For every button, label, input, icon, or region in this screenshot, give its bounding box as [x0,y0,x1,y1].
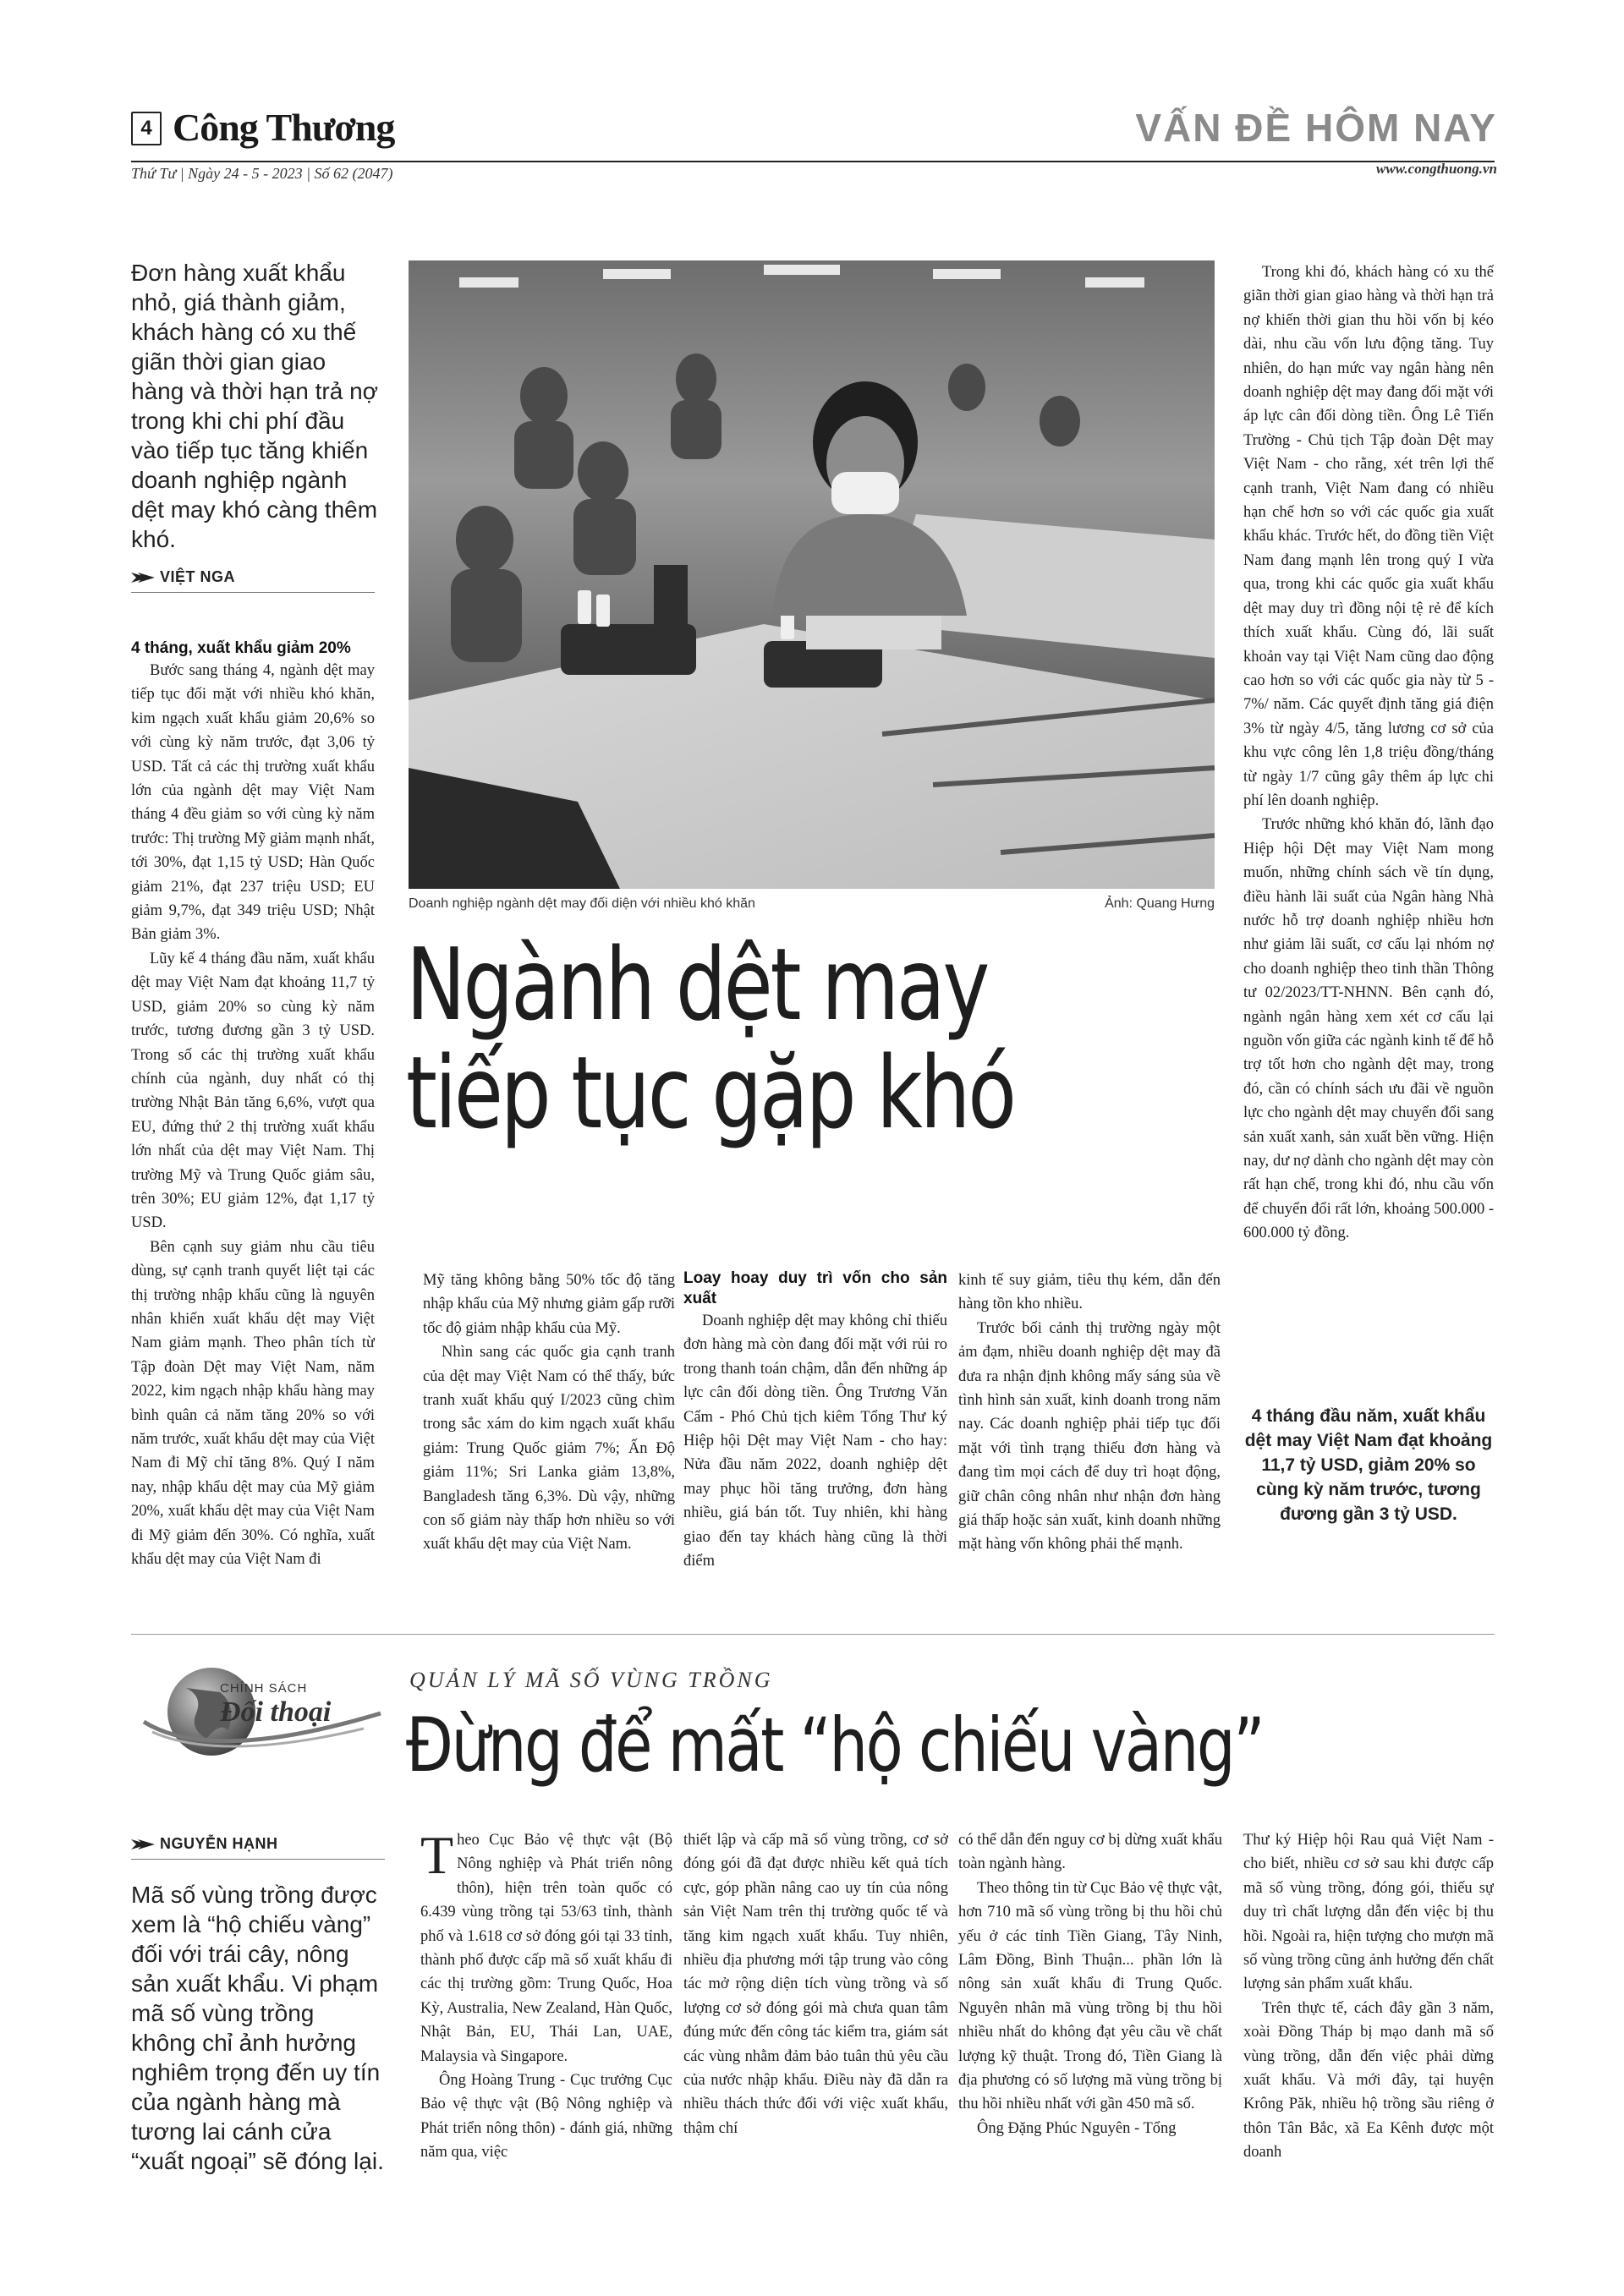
publication-name: Công Thương [173,106,395,149]
article2-lead: Mã số vùng trồng được xem là “hộ chiếu vàng” đối với trái cây, nông sản xuất khẩu. Vi phạm mã số vùng trồng không chỉ ảnh hưởng nghiêm trọng đến uy tín của ngành hàng mà tương lai cánh cửa “xuất ngoại” sẽ đóng lại. [131,1882,384,2174]
headline-line-1: Ngành dệt may [406,926,988,1043]
byline-name: NGUYỄN HẠNH [160,1835,278,1852]
paragraph: Thư ký Hiệp hội Rau quả Việt Nam - cho biết, nhiều cơ sở sau khi được cấp mã số vùng trồng, đóng gói, thiếu sự duy trì chất lượng dẫn đến việc bị thu hồi. Ngoài ra, hiện tượng cho mượn mã số vùng trồng cũng ảnh hưởng đến chất lượng sản phẩm xuất khẩu. [1243,1832,1494,1993]
paragraph: thiết lập và cấp mã số vùng trồng, cơ sở đóng gói đã đạt được nhiều kết quả tích cực, góp phần nâng cao uy tín của nông sản Việt Nam trên thị trường quốc tế và tăng kim ngạch xuất khẩu. Tuy nhiên, nhiều địa phương mới tập trung vào công tác mở rộng diện tích vùng trồng và số lượng cơ sở đóng gói mà chưa quan tâm đúng mức đến công tác kiểm tra, giám sát các vùng nhằm đảm bảo tuân thủ yêu cầu của nước nhập khẩu. Điều này đã dẫn ra nhiều thách thức đối với việc xuất khẩu, thậm chí [683,1832,948,2137]
dateline: Thứ Tư | Ngày 24 - 5 - 2023 | Số 62 (2047) [131,165,393,182]
article2-column-4 [1243,1828,1494,2251]
article1-column-2 [423,1269,675,1611]
paragraph: Bên cạnh suy giảm nhu cầu tiêu dùng, sự cạnh tranh quyết liệt tại các thị trường nhập khẩu cũng là nguyên nhân khiến xuất khẩu dệt may Việt Nam giảm mạnh. Theo phân tích từ Tập đoàn Dệt may Việt Nam, năm 2022, kim ngạch nhập khẩu hàng may bình quân cả năm tăng 20% so với năm trước, xuất khẩu dệt may của Việt Nam đi Mỹ chỉ tăng 8%. Quý I năm nay, nhập khẩu dệt may của Mỹ giảm 20%, xuất khẩu dệt may của Việt Nam đi Mỹ giảm đến 30%. Có nghĩa, xuất khẩu dệt may của Việt Nam đi [131,1238,375,1569]
paragraph-text: heo Cục Bảo vệ thực vật (Bộ Nông nghiệp và Phát triển nông thôn), hiện trên toàn quốc có 6.439 vùng trồng tại 53/63 tỉnh, thành phố và 1.618 cơ sở đóng gói tại 33 tỉnh, thành phố được cấp mã số xuất khẩu đi các thị trường gồm: Trung Quốc, Hoa Kỳ, Australia, New Zealand, Hàn Quốc, Nhật Bản, EU, Thái Lan, UAE, Malaysia và Singapore. [420,1832,672,2065]
garment-factory-photo [409,260,1215,889]
section-title: VẤN ĐỀ HÔM NAY [1135,106,1497,150]
article2-kicker: QUẢN LÝ MÃ SỐ VÙNG TRỒNG [409,1668,773,1692]
paragraph: Trước những khó khăn đó, lãnh đạo Hiệp hội Dệt may Việt Nam mong muốn, những chính sách về tín dụng, điều hành lãi suất của Ngân hàng Nhà nước hỗ trợ doanh nghiệp nhiều hơn như giảm lãi suất, cơ cấu lại nhóm nợ cho doanh nghiệp theo tinh thần Thông tư 02/2023/TT-NHNN. Bên cạnh đó, ngành ngân hàng xem xét cơ cấu lại nguồn vốn giữa các ngành kinh tế để hỗ trợ tốt hơn cho ngành dệt may, trong đó, cần có chính sách ưu đãi về nguồn lực cho ngành dệt may chuyển đổi sang sản xuất xanh, sản xuất bền vững. Hiện nay, dư nợ dành cho ngành dệt may còn rất hạn chế, trong khi đó, nhu cầu vốn để chuyển đổi rất lớn, khoảng 500.000 - 600.000 tỷ đồng. [1243,816,1494,1242]
article1-column-5 [1243,260,1494,1381]
byline-rule [131,1859,385,1860]
article1-byline [131,568,235,586]
article1-column-4 [958,1269,1221,1611]
logo-bottom-text: Đối thoại [220,1696,332,1728]
paragraph: Trên thực tế, cách đây gần 3 năm, xoài Đồng Tháp bị mạo danh mã số vùng trồng, dẫn đến việc phải dừng xuất khẩu. Và mới đây, tại huyện Krông Păk, nhiều hộ trồng sầu riêng ở thôn Tân Bắc, xã Ea Kênh được một doanh [1243,1999,1494,2162]
article2-column-1 [420,1828,672,2251]
paragraph: Ông Hoàng Trung - Cục trưởng Cục Bảo vệ thực vật (Bộ Nông nghiệp và Phát triển nông thôn) - đánh giá, những năm qua, việc [420,2072,672,2162]
paragraph: Nhìn sang các quốc gia cạnh tranh của dệt may Việt Nam có thể thấy, bức tranh xuất khẩu quý I/2023 cũng chìm trong sắc xám do kim ngạch xuất khẩu giảm: Trung Quốc giảm 7%; Ấn Độ giảm 11%; Sri Lanka giảm 13,8%, Bangladesh tăng 6,3%. Dù vậy, những con số giảm này thấp hơn nhiều so với xuất khẩu dệt may của Việt Nam. [423,1344,675,1553]
article-divider [131,1634,1495,1635]
headline-line-2: tiếp tục gặp khó [406,1034,1014,1151]
paragraph: Bước sang tháng 4, ngành dệt may tiếp tục đối mặt với nhiều khó khăn, kim ngạch xuất khẩu giảm 20,6% so với cùng kỳ năm trước, đạt 3,06 tỷ USD. Tất cả các thị trường xuất khẩu lớn của ngành dệt may Việt Nam tháng 4 đều giảm so với cùng kỳ năm trước: Thị trường Mỹ giảm mạnh nhất, tới 30%, đạt 1,15 tỷ USD; Hàn Quốc giảm 21%, đạt 237 triệu USD; EU giảm 9,7%, đạt 349 triệu USD; Nhật Bản giảm 3%. [131,662,375,944]
paragraph: Lũy kế 4 tháng đầu năm, xuất khẩu dệt may Việt Nam đạt khoảng 11,7 tỷ USD, giảm 20% so cùng kỳ năm trước, tương đương gần 3 tỷ USD. Trong số các thị trường xuất khẩu chính của ngành, duy nhất có thị trường Nhật Bản tăng 6,6%, vượt qua EU, đứng thứ 2 thị trường xuất khẩu lớn nhất của dệt may Việt Nam. Thị trường Mỹ và Trung Quốc giảm sâu, trên 30%; EU giảm 12%, đạt 1,17 tỷ USD. [131,950,375,1232]
subhead: Loay hoay duy trì vốn cho sản xuất [683,1269,947,1307]
chinh-sach-doi-thoai-logo [135,1663,389,1764]
byline-arrow-icon [131,1838,155,1850]
page-number: 4 [131,112,162,145]
photo-caption: Doanh nghiệp ngành dệt may đối diện với nhiều khó khăn [409,896,755,911]
header-rule [131,161,1495,162]
paragraph [420,1828,672,2069]
paragraph: Trước bối cảnh thị trường ngày một ảm đạm, nhiều doanh nghiệp dệt may đã đưa ra nhận định không mấy sáng sủa về tình hình sản xuất, kinh doanh trong năm nay. Các doanh nghiệp phải tiếp tục đối mặt với tình trạng thiếu đơn hàng và đang tìm mọi cách để duy trì hoạt động, giữ chân công nhân như nhận đơn hàng giá thấp hoặc sản xuất, kinh doanh những mặt hàng vốn không phải thế mạnh. [958,1319,1221,1553]
paragraph: Doanh nghiệp dệt may không chỉ thiếu đơn hàng mà còn đang đối mặt với rủi ro trong thanh toán chậm, dẫn đến những áp lực cân đối dòng tiền. Ông Trương Văn Cẩm - Phó Chủ tịch kiêm Tổng Thư ký Hiệp hội Dệt may Việt Nam - cho hay: Nửa đầu năm 2022, doanh nghiệp dệt may phục hồi tăng trưởng, đơn hàng nhiều, giá bán tốt. Tuy nhiên, khi hàng giao đến tay khách hàng cũng là thời điểm [683,1312,947,1570]
paragraph: Mỹ tăng không bằng 50% tốc độ tăng nhập khẩu của Mỹ nhưng giảm gấp rưỡi tốc độ giảm nhập khẩu của Mỹ. [423,1272,675,1337]
website-url[interactable]: www.congthuong.vn [1376,161,1497,177]
paragraph: Theo thông tin từ Cục Bảo vệ thực vật, hơn 710 mã số vùng trồng bị thu hồi chủ yếu ở các tỉnh Tiền Giang, Tây Ninh, Lâm Đồng, Bình Thuận... phần lớn là nông sản xuất khẩu đi Trung Quốc. Nguyên nhân mã vùng trồng bị thu hồi nhiều nhất do không đạt yêu cầu về chất lượng kỹ thuật. Trong đó, Tiền Giang là địa phương có số lượng mã vùng trồng bị thu hồi nhiều nhất với gần 450 mã số. [958,1879,1222,2113]
dropcap: T [420,1828,454,1885]
paragraph: Ông Đặng Phúc Nguyên - Tổng [977,2119,1177,2137]
byline-name: VIỆT NGA [160,568,236,585]
article2-byline [131,1835,278,1853]
article1-photo [409,260,1215,889]
logo-top-text: CHÍNH SÁCH [220,1681,308,1696]
article1-column-1 [131,638,375,1609]
article2-column-3 [958,1828,1222,2251]
pull-quote: 4 tháng đầu năm, xuất khẩu dệt may Việt Nam đạt khoảng 11,7 tỷ USD, giảm 20% so cùng kỳ năm trước, tương đương gần 3 tỷ USD. [1244,1406,1493,1524]
article2-column-2 [683,1828,948,2251]
article1-column-3 [683,1269,947,1611]
byline-rule [131,592,375,593]
photo-credit: Ảnh: Quang Hưng [1105,896,1215,911]
article1-headline [406,926,1056,1151]
paragraph: có thể dẫn đến nguy cơ bị dừng xuất khẩu toàn ngành hàng. [958,1832,1222,1873]
byline-arrow-icon [131,572,155,584]
subhead: 4 tháng, xuất khẩu giảm 20% [131,639,351,657]
paragraph: kinh tế suy giảm, tiêu thụ kém, dẫn đến hàng tồn kho nhiều. [958,1272,1221,1313]
article2-headline: Đừng để mất “hộ chiếu vàng” [406,1701,1264,1789]
article1-lead: Đơn hàng xuất khẩu nhỏ, giá thành giảm, khách hàng có xu thế giãn thời gian giao hàng và thời hạn trả nợ trong khi chi phí đầu vào tiếp tục tăng khiến doanh nghiệp ngành dệt may khó càng thêm khó. [131,260,379,552]
paragraph: Trong khi đó, khách hàng có xu thế giãn thời gian giao hàng và thời hạn trả nợ khiến thời gian thu hồi vốn bị kéo dài, nhu cầu vốn lưu động tăng. Tuy nhiên, do hạn mức vay ngân hàng nên doanh nghiệp dệt may đang đối mặt với áp lực cân đối dòng tiền. Ông Lê Tiến Trường - Chủ tịch Tập đoàn Dệt may Việt Nam - cho rằng, xét trên lợi thế cạnh tranh, Việt Nam đang có nhiều hạn chế hơn so với các quốc gia xuất khẩu khác. Trước hết, do đồng tiền Việt Nam đang mạnh lên trong quý I vừa qua, trong khi các quốc gia xuất khẩu dệt may duy trì đồng nội tệ rẻ để kích thích xuất khẩu. Cùng đó, lãi suất khoản vay tại Việt Nam cũng dao động cao hơn so với các quốc gia này từ 5 - 7%/ năm. Các quyết định tăng giá điện 3% từ ngày 4/5, tăng lương cơ sở của khu vực công lên 1,8 triệu đồng/tháng từ ngày 1/7 cũng gây thêm áp lực chi phí lên doanh nghiệp. [1243,264,1494,809]
